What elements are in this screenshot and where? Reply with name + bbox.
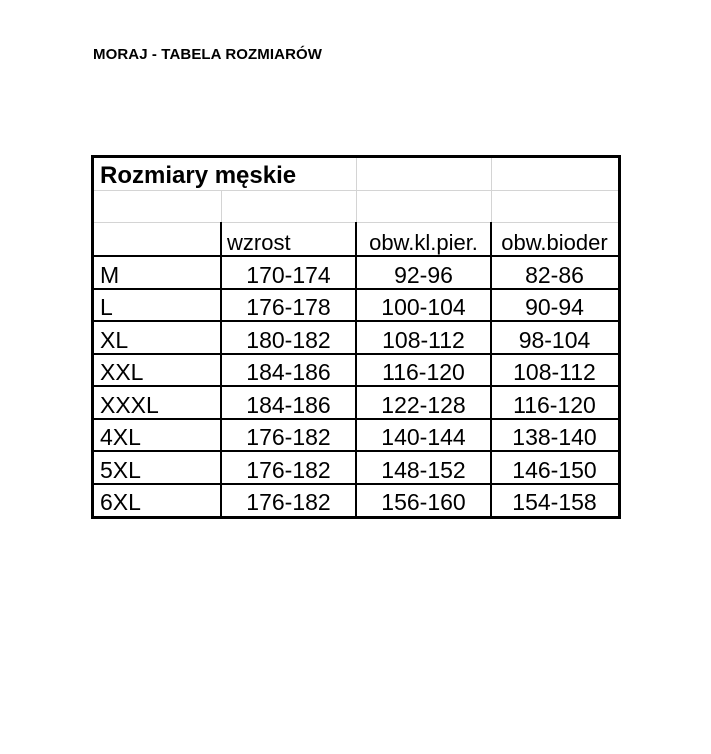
hips-cell: 82-86 [525,262,584,288]
height-cell: 170-174 [246,262,331,288]
height-cell: 180-182 [246,327,331,353]
hips-cell: 116-120 [513,392,596,418]
chest-cell: 108-112 [382,327,465,353]
chest-cell: 92-96 [394,262,453,288]
table-heading: Rozmiary męskie [100,162,297,189]
height-cell: 176-182 [246,489,331,515]
size-cell: 6XL [100,489,141,515]
height-cell: 176-182 [246,457,331,483]
size-chart-grid [94,158,618,516]
height-cell: 176-182 [246,424,331,450]
size-cell: XXXL [100,392,159,418]
height-cell: 176-178 [246,294,331,320]
hips-cell: 98-104 [518,327,591,353]
height-cell: 184-186 [246,359,331,385]
chest-cell: 148-152 [381,457,466,483]
gridline-light [221,190,222,222]
gridline-light [94,190,618,191]
size-cell: L [100,294,113,320]
hips-cell: 108-112 [513,359,596,385]
height-cell: 184-186 [246,392,331,418]
page-title: MORAJ - TABELA ROZMIARÓW [93,46,323,63]
hips-cell: 146-150 [512,457,597,483]
column-header-chest: obw.kl.pier. [369,230,478,255]
size-cell: 5XL [100,457,141,483]
size-cell: 4XL [100,424,141,450]
hips-cell: 154-158 [512,489,597,515]
hips-cell: 138-140 [512,424,597,450]
chest-cell: 140-144 [381,424,466,450]
size-cell: M [100,262,120,288]
chest-cell: 116-120 [382,359,465,385]
size-cell: XXL [100,359,144,385]
chest-cell: 100-104 [381,294,466,320]
chest-cell: 156-160 [381,489,466,515]
column-header-wzrost: wzrost [227,230,291,255]
hips-cell: 90-94 [525,294,584,320]
column-header-hips: obw.bioder [501,230,608,255]
chest-cell: 122-128 [381,392,466,418]
size-cell: XL [100,327,129,353]
size-chart-table [91,155,621,519]
